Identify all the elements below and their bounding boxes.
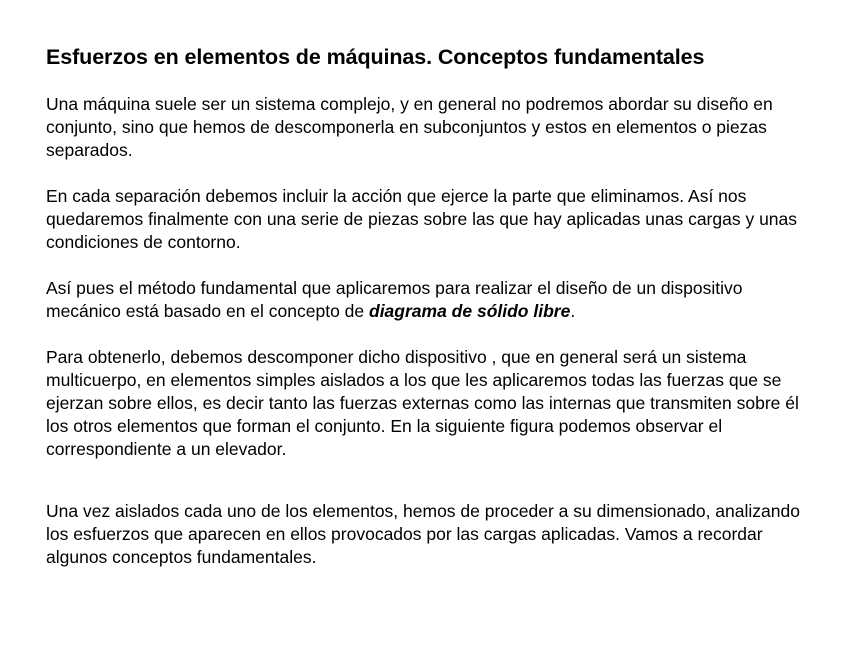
paragraph-3-text: Así pues el método fundamental que aplicaremos para realizar el diseño de un dispositivo mecánico está basado en el concepto de — [46, 278, 743, 321]
paragraph-2: En cada separación debemos incluir la acción que ejerce la parte que eliminamos. Así nos quedaremos finalmente con una serie de piezas sobre las que hay aplicadas unas cargas y unas condiciones de contorno. — [46, 186, 798, 252]
document-page — [46, 42, 816, 569]
document-title: Esfuerzos en elementos de máquinas. Conceptos fundamentales — [46, 45, 705, 69]
paragraph-4: Para obtenerlo, debemos descomponer dicho dispositivo , que en general será un sistema multicuerpo, en elementos simples aislados a los que les aplicaremos todas las fuerzas que se ejerzan sobre ellos, es decir tanto las fuerzas externas como las internas que transmiten sobre él los otros elementos que forman el conjunto. En la siguiente figura podemos observar el correspondiente a un elevador. — [46, 347, 799, 459]
paragraph-1: Una máquina suele ser un sistema complejo, y en general no podremos abordar su diseño en conjunto, sino que hemos de descomponerla en subconjuntos y estos en elementos o piezas separados. — [46, 94, 773, 160]
free-body-diagram-term: diagrama de sólido libre — [369, 301, 571, 321]
paragraph-3 — [46, 277, 816, 323]
paragraph-5: Una vez aislados cada uno de los elementos, hemos de proceder a su dimensionado, analizando los esfuerzos que aparecen en ellos provocados por las cargas aplicadas. Vamos a recordar algunos conceptos fundamentales. — [46, 501, 800, 567]
paragraph-3-end: . — [570, 301, 576, 321]
